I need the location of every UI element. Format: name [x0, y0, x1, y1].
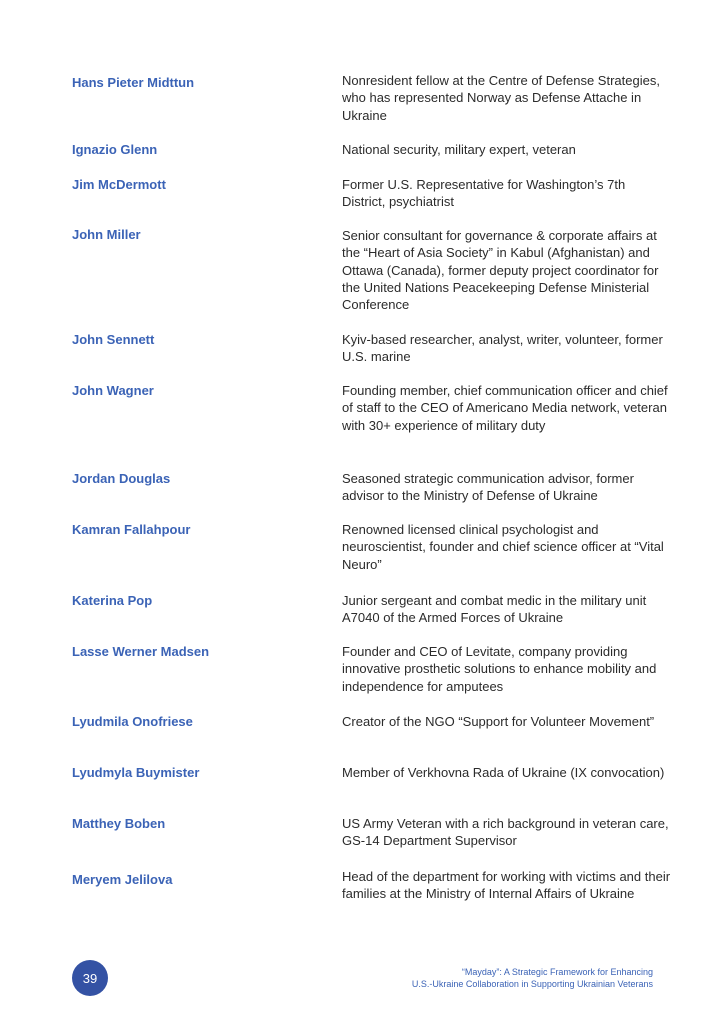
footer-line: “Mayday”: A Strategic Framework for Enhancing [461, 967, 653, 977]
person-name: Katerina Pop [72, 593, 153, 608]
person-name: Hans Pieter Midttun [72, 75, 195, 90]
footer-line: U.S.-Ukraine Collaboration in Supporting Ukrainian Veterans [411, 979, 653, 989]
footer-title [293, 966, 653, 990]
person-name: John Miller [72, 227, 141, 242]
person-description: Head of the department for working with victims and their families at the Ministry of Internal Affairs of Ukraine [342, 869, 671, 902]
person-description: Founder and CEO of Levitate, company providing innovative prosthetic solutions to enhance mobility and independence for amputees [342, 644, 657, 694]
person-name: Jordan Douglas [72, 471, 171, 486]
person-description: Kyiv-based researcher, analyst, writer, volunteer, former U.S. marine [342, 332, 663, 365]
person-name: Kamran Fallahpour [72, 522, 191, 537]
person-description: Junior sergeant and combat medic in the military unit A7040 of the Armed Forces of Ukraine [342, 593, 647, 626]
person-name: Lyudmyla Buymister [72, 765, 200, 780]
person-name: Lyudmila Onofriese [72, 714, 193, 729]
person-name: John Wagner [72, 383, 154, 398]
person-description: Creator of the NGO “Support for Volunteer Movement” [342, 714, 655, 729]
person-description: Founding member, chief communication officer and chief of staff to the CEO of Americano Media network, veteran with 30+ experience of military duty [342, 383, 668, 433]
person-name: John Sennett [72, 332, 155, 347]
person-name: Matthey Boben [72, 816, 166, 831]
person-description: Nonresident fellow at the Centre of Defense Strategies, who has represented Norway as Defense Attache in Ukraine [342, 73, 660, 123]
person-description: National security, military expert, veteran [342, 142, 576, 157]
person-description: Former U.S. Representative for Washington’s 7th District, psychiatrist [342, 177, 626, 210]
person-description: US Army Veteran with a rich background in veteran care, GS-14 Department Supervisor [342, 816, 669, 849]
page-number-badge: 39 [72, 960, 108, 996]
person-name: Meryem Jelilova [72, 872, 173, 887]
person-name: Ignazio Glenn [72, 142, 158, 157]
person-name: Lasse Werner Madsen [72, 644, 210, 659]
person-description: Renowned licensed clinical psychologist and neuroscientist, founder and chief science officer at “Vital Neuro” [342, 522, 664, 572]
person-description: Senior consultant for governance & corporate affairs at the “Heart of Asia Society” in Kabul (Afghanistan) and Ottawa (Canada), former deputy project coordinator for the United Nations Peacekeeping Defense Ministerial Conference [342, 228, 659, 313]
person-name: Jim McDermott [72, 177, 166, 192]
person-description: Seasoned strategic communication advisor, former advisor to the Ministry of Defense of Ukraine [342, 471, 634, 504]
person-description: Member of Verkhovna Rada of Ukraine (IX convocation) [342, 765, 665, 780]
